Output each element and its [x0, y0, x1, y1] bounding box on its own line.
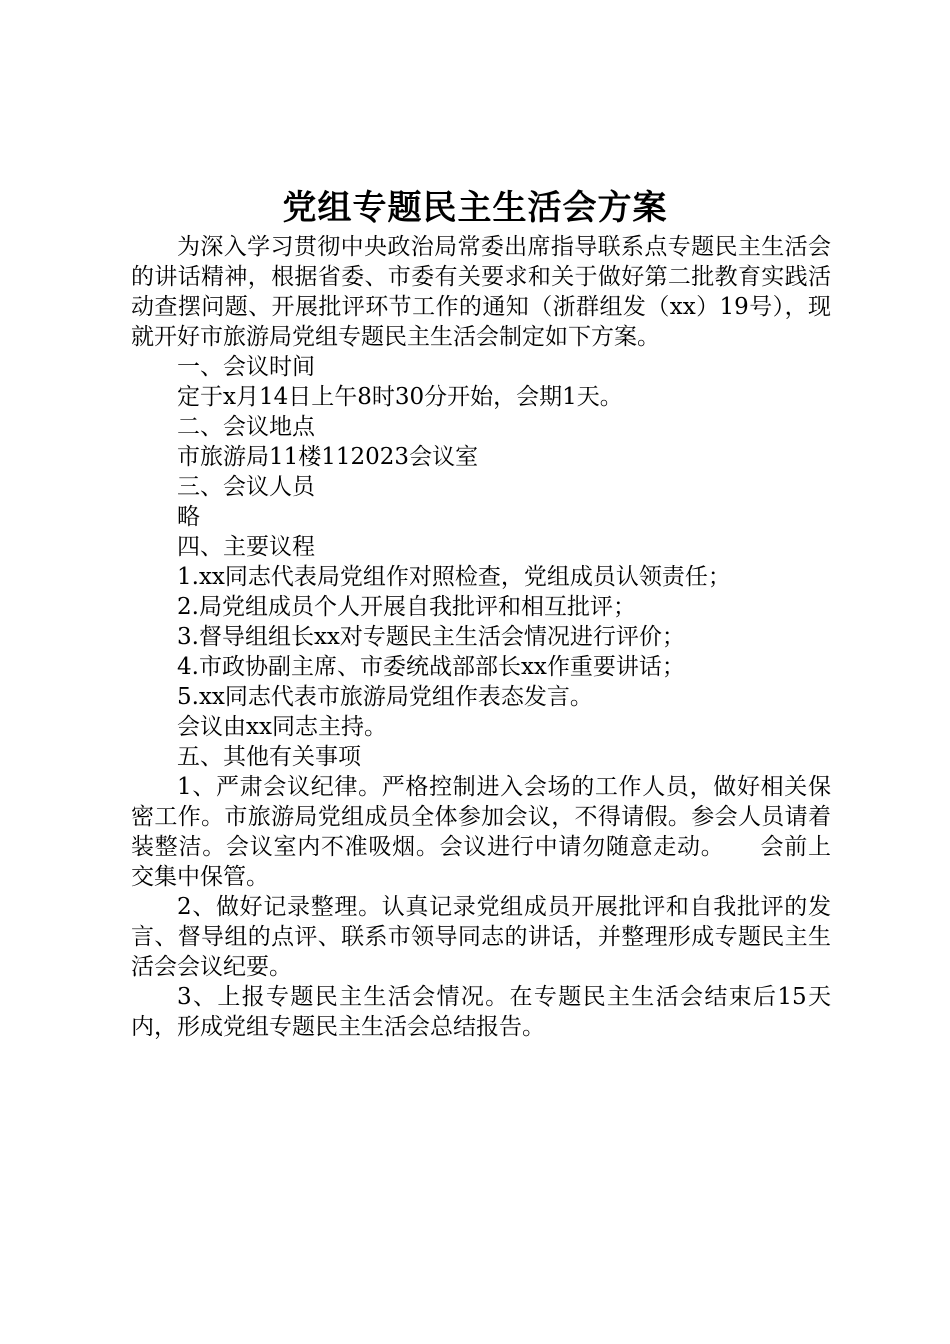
section-heading-location: 二、会议地点 — [177, 414, 315, 440]
intro-paragraph: 为深入学习贯彻中央政治局常委出席指导联系点专题民主生活会的讲话精神，根据省委、市委有关要求和关于做好第二批教育实践活动查摆问题、开展批评环节工作的通知（浙群组发（xx）19号），现就开好市旅游局党组专题民主生活会制定如下方案。 — [131, 234, 831, 350]
host-text: 会议由xx同志主持。 — [177, 714, 387, 740]
other-item: 1、严肃会议纪律。严格控制进入会场的工作人员，做好相关保密工作。市旅游局党组成员全体参加会议，不得请假。参会人员请着装整洁。会议室内不准吸烟。会议进行中请勿随意走动。 会前上交集中保管。 — [131, 774, 831, 890]
agenda-item: 4.市政协副主席、市委统战部部长xx作重要讲话； — [177, 654, 685, 680]
other-item: 2、做好记录整理。认真记录党组成员开展批评和自我批评的发言、督导组的点评、联系市领导同志的讲话，并整理形成专题民主生活会会议纪要。 — [131, 894, 831, 980]
meeting-time-text: 定于x月14日上午8时30分开始，会期1天。 — [177, 384, 623, 410]
meeting-location-text: 市旅游局11楼112023会议室 — [177, 444, 479, 470]
section-heading-other: 五、其他有关事项 — [177, 744, 361, 770]
section-heading-attendees: 三、会议人员 — [177, 474, 315, 500]
attendees-text: 略 — [177, 504, 200, 530]
agenda-item: 2.局党组成员个人开展自我批评和相互批评； — [177, 594, 636, 620]
section-heading-agenda: 四、主要议程 — [177, 534, 315, 560]
section-heading-time: 一、会议时间 — [177, 354, 315, 380]
document-body — [131, 232, 831, 1042]
agenda-item: 5.xx同志代表市旅游局党组作表态发言。 — [177, 684, 593, 710]
agenda-item: 1.xx同志代表局党组作对照检查，党组成员认领责任； — [177, 564, 731, 590]
agenda-item: 3.督导组组长xx对专题民主生活会情况进行评价； — [177, 624, 685, 650]
other-item: 3、上报专题民主生活会情况。在专题民主生活会结束后15天内，形成党组专题民主生活会总结报告。 — [131, 984, 831, 1040]
document-title: 党组专题民主生活会方案 — [282, 188, 668, 228]
